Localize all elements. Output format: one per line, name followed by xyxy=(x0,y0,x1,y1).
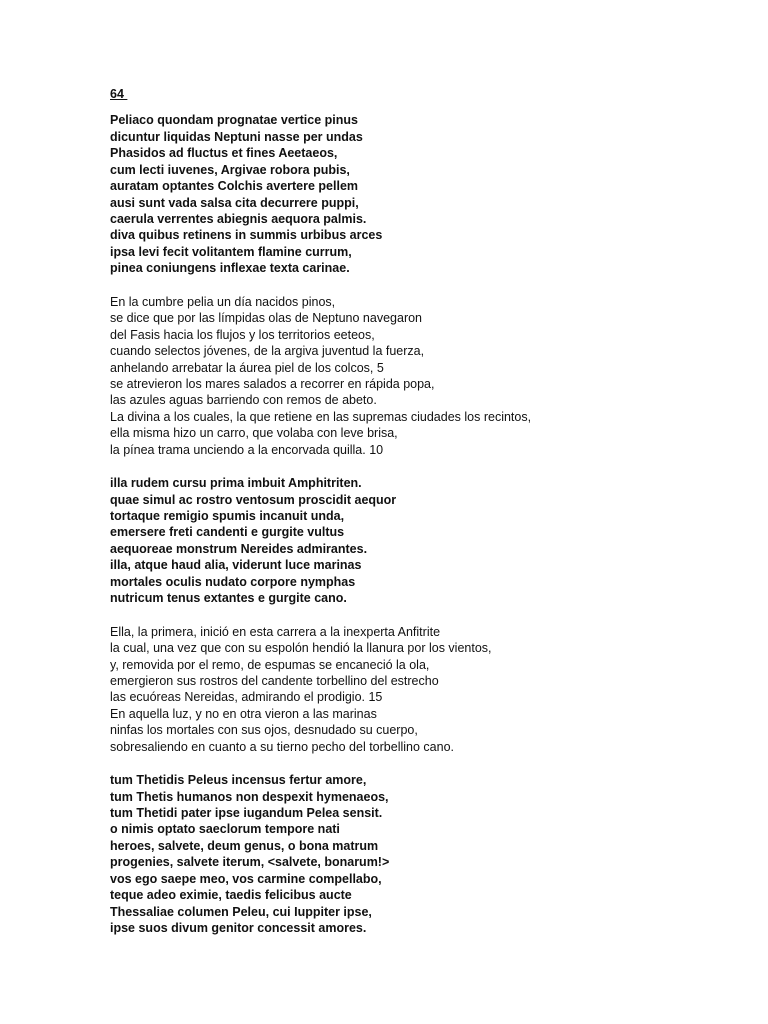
verse-line: ipsa levi fecit volitantem flamine currum, xyxy=(110,244,352,259)
stanza-latin xyxy=(110,112,730,276)
stanza-latin xyxy=(110,475,730,607)
verse-line: ipse suos divum genitor concessit amores. xyxy=(110,921,367,936)
verse-line: tum Thetidis Peleus incensus fertur amore, xyxy=(110,773,367,788)
verse-line: Phasidos ad fluctus et fines Aeetaeos, xyxy=(110,146,338,161)
verse-line: progenies, salvete iterum, <salvete, bonarum!> xyxy=(110,855,390,870)
verse-line: auratam optantes Colchis avertere pellem xyxy=(110,179,359,194)
verse-line: dicuntur liquidas Neptuni nasse per undas xyxy=(110,129,363,144)
verse-line: tum Thetis humanos non despexit hymenaeos, xyxy=(110,789,389,804)
page-number: 64 xyxy=(110,87,128,101)
verse-line: mortales oculis nudato corpore nymphas xyxy=(110,574,356,589)
verse-line: tortaque remigio spumis incanuit unda, xyxy=(110,509,345,524)
verse-line: y, removida por el remo, de espumas se encaneció la ola, xyxy=(110,657,430,672)
verse-line: La divina a los cuales, la que retiene en las supremas ciudades los recintos, xyxy=(110,409,532,424)
verse-line: anhelando arrebatar la áurea piel de los colcos, 5 xyxy=(110,360,384,375)
verse-line: tum Thetidi pater ipse iugandum Pelea sensit. xyxy=(110,806,383,821)
verse-line: emersere freti candenti e gurgite vultus xyxy=(110,525,345,540)
verse-line: se dice que por las límpidas olas de Neptuno navegaron xyxy=(110,311,423,326)
verse-line: caerula verrentes abiegnis aequora palmis. xyxy=(110,212,367,227)
verse-line: cum lecti iuvenes, Argivae robora pubis, xyxy=(110,162,350,177)
verse-line: illa rudem cursu prima imbuit Amphitriten. xyxy=(110,476,362,491)
verse-line: se atrevieron los mares salados a recorrer en rápida popa, xyxy=(110,376,435,391)
poem-body xyxy=(110,112,730,936)
verse-line: ausi sunt vada salsa cita decurrere puppi, xyxy=(110,195,359,210)
verse-line: heroes, salvete, deum genus, o bona matrum xyxy=(110,838,379,853)
verse-line: Ella, la primera, inició en esta carrera a la inexperta Anfitrite xyxy=(110,624,441,639)
verse-line: quae simul ac rostro ventosum proscidit aequor xyxy=(110,492,397,507)
verse-line: Thessaliae columen Peleu, cui Iuppiter ipse, xyxy=(110,904,372,919)
stanza-latin xyxy=(110,772,730,936)
verse-line: la pínea trama unciendo a la encorvada quilla. 10 xyxy=(110,442,384,457)
verse-line: ella misma hizo un carro, que volaba con leve brisa, xyxy=(110,426,398,441)
verse-line: aequoreae monstrum Nereides admirantes. xyxy=(110,541,368,556)
stanza-spanish xyxy=(110,624,730,756)
verse-line: las ecuóreas Nereidas, admirando el prodigio. 15 xyxy=(110,690,383,705)
verse-line: cuando selectos jóvenes, de la argiva juventud la fuerza, xyxy=(110,344,425,359)
verse-line: diva quibus retinens in summis urbibus arces xyxy=(110,228,383,243)
verse-line: pinea coniungens inflexae texta carinae. xyxy=(110,261,350,276)
document-page xyxy=(110,86,730,954)
verse-line: emergieron sus rostros del candente torbellino del estrecho xyxy=(110,673,439,688)
verse-line: En aquella luz, y no en otra vieron a las marinas xyxy=(110,706,377,721)
verse-line: vos ego saepe meo, vos carmine compellabo, xyxy=(110,871,382,886)
verse-line: En la cumbre pelia un día nacidos pinos, xyxy=(110,294,336,309)
verse-line: illa, atque haud alia, viderunt luce marinas xyxy=(110,558,362,573)
verse-line: Peliaco quondam prognatae vertice pinus xyxy=(110,113,358,128)
verse-line: teque adeo eximie, taedis felicibus aucte xyxy=(110,888,352,903)
verse-line: del Fasis hacia los flujos y los territorios eeteos, xyxy=(110,327,375,342)
verse-line: la cual, una vez que con su espolón hendió la llanura por los vientos, xyxy=(110,641,492,656)
verse-line: ninfas los mortales con sus ojos, desnudado su cuerpo, xyxy=(110,723,418,738)
verse-line: las azules aguas barriendo con remos de abeto. xyxy=(110,393,377,408)
verse-line: nutricum tenus extantes e gurgite cano. xyxy=(110,591,347,606)
verse-line: o nimis optato saeclorum tempore nati xyxy=(110,822,340,837)
stanza-spanish xyxy=(110,294,730,458)
verse-line: sobresaliendo en cuanto a su tierno pecho del torbellino cano. xyxy=(110,739,454,754)
